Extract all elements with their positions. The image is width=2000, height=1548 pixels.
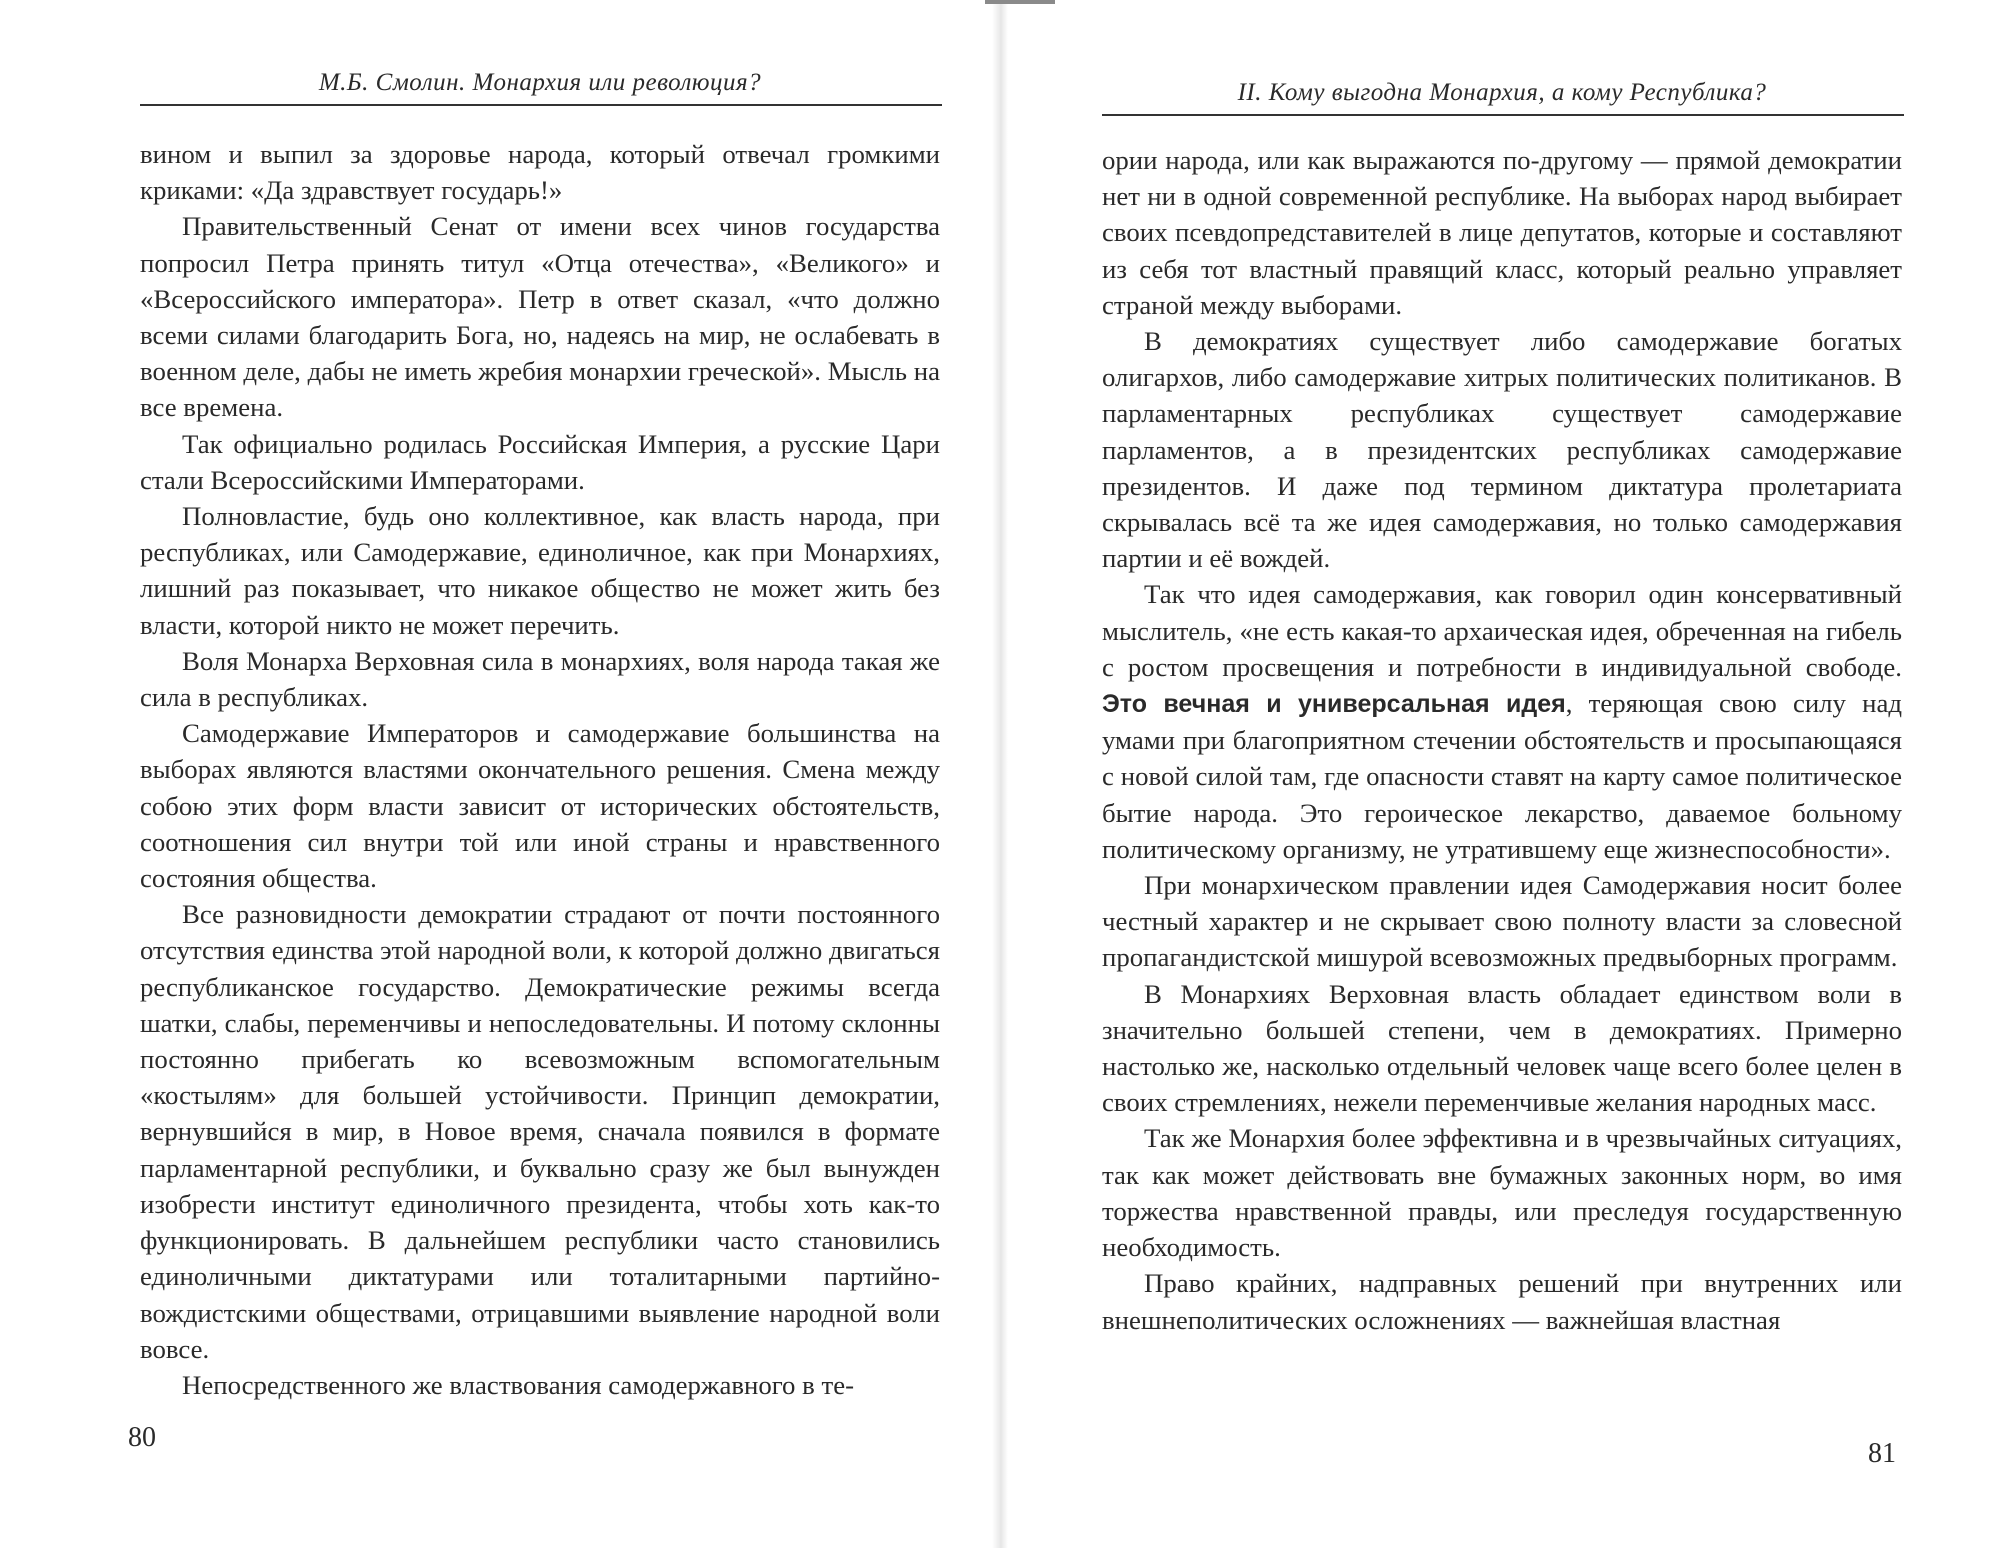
right-body-text (1102, 142, 1902, 1338)
paragraph: Все разновидности демократии страдают от почти постоянного отсутствия единства этой народной воли, к которой должно двигаться республиканское государство. Демократические режимы всегда шатки, слабы, переменчивы и непоследовательны. И потому склонны постоянно прибегать ко всевозможным вспомогательным «костылям» для большей устойчивости. Принцип демократии, вернувшийся в мир, в Новое время, сначала появился в формате парламентарной республики, и буквально сразу же был вынужден изобрести институт единоличного президента, чтобы хоть как-то функционировать. В дальнейшем республики часто становились единоличными диктатурами или тоталитарными партийно-вождистскими обществами, отрицавшими выявление народной воли вовсе. (140, 899, 940, 1364)
left-body-text (140, 136, 940, 1403)
paragraph: Так же Монархия более эффективна и в чрезвычайных ситуациях, так как может действовать вне бумажных законных норм, во имя торжества нравственной правды, или преследуя государственную необходимость. (1102, 1123, 1902, 1263)
right-page-number: 81 (1868, 1438, 1896, 1469)
paragraph: Непосредственного же властвования самодержавного в те- (182, 1369, 855, 1400)
left-page-number: 80 (128, 1422, 156, 1453)
right-running-head: II. Кому выгодна Монархия, а кому Республика? (1237, 79, 1767, 106)
paragraph: Право крайних, надправных решений при внутренних или внешнеполитических осложнениях — важнейшая властная (1102, 1268, 1902, 1335)
quote-text-after: , теряющая свою силу над умами при благоприятном стечении обстоятельств и просыпающаяся с новой силой там, где опасности ставят на карту самое политическое бытие народа. Это героическое лекарство, даваемое больному политическому организму, не утратившему еще жизнеспособности». (1102, 688, 1902, 864)
paragraph: Воля Монарха Верховная сила в монархиях, воля народа такая же сила в республиках. (140, 645, 940, 713)
paragraph: Так официально родилась Российская Империя, а русские Цари стали Всероссийскими Императорами. (140, 428, 940, 495)
paragraph: В демократиях существует либо самодержавие богатых олигархов, либо самодержавие хитрых политических политиканов. В парламентарных республиках существует самодержавие парламентов, а в президентских республиках самодержавие президентов. И даже под термином диктатура пролетариата скрывалась всё та же идея самодержавия, но только самодержавия партии и её вождей. (1102, 326, 1902, 574)
bold-phrase: Это вечная и универсальная идея (1102, 690, 1566, 719)
quote-paragraph (1102, 576, 1902, 867)
right-header-rule (1102, 114, 1904, 116)
paragraph: ории народа, или как выражаются по-другому — прямой демократии нет ни в одной современной республике. На выборах народ выбирает своих псевдопредставителей в лице депутатов, которые и составляют из себя тот властный правящий класс, который реально управляет страной между выборами. (1102, 145, 1902, 320)
paragraph: Правительственный Сенат от имени всех чинов государства попросил Петра принять титул «Отца отечества», «Великого» и «Всероссийского императора». Петр в ответ сказал, «что должно всеми силами благодарить Бога, но, надеясь на мир, не ослабевать в военном деле, дабы не иметь жребия монархии греческой». Мысль на все времена. (140, 211, 940, 423)
left-running-head: М.Б. Смолин. Монархия или революция? (318, 69, 762, 96)
right-page (1000, 0, 2000, 1548)
paragraph: Самодержавие Императоров и самодержавие большинства на выборах являются властями окончательного решения. Смена между собою этих форм власти зависит от исторических обстоятельств, соотношения сил внутри той или иной страны и нравственного состояния общества. (140, 718, 940, 894)
paragraph: При монархическом правлении идея Самодержавия носит более честный характер и не скрывает свою полноту власти за словесной пропагандистской мишурой всевозможных предвыборных программ. (1102, 870, 1902, 973)
paragraph: вином и выпил за здоровье народа, который отвечал громкими криками: «Да здравствует государь!» (140, 139, 940, 206)
left-header-rule (140, 104, 942, 106)
quote-text-before: Так что идея самодержавия, как говорил один консервативный мыслитель, «не есть какая-то архаическая идея, обреченная на гибель с ростом просвещения и потребности в индивидуальной свободе. (1102, 579, 1902, 682)
paragraph: Полновластие, будь оно коллективное, как власть народа, при республиках, или Самодержавие, единоличное, как при Монархиях, лишний раз показывает, что никакое общество не может жить без власти, которой никто не может перечить. (140, 501, 940, 640)
paragraph: В Монархиях Верховная власть обладает единством воли в значительно большей степени, чем в демократиях. Примерно настолько же, насколько отдельный человек чаще всего более целен в своих стремлениях, нежели переменчивые желания народных масс. (1102, 978, 1902, 1118)
